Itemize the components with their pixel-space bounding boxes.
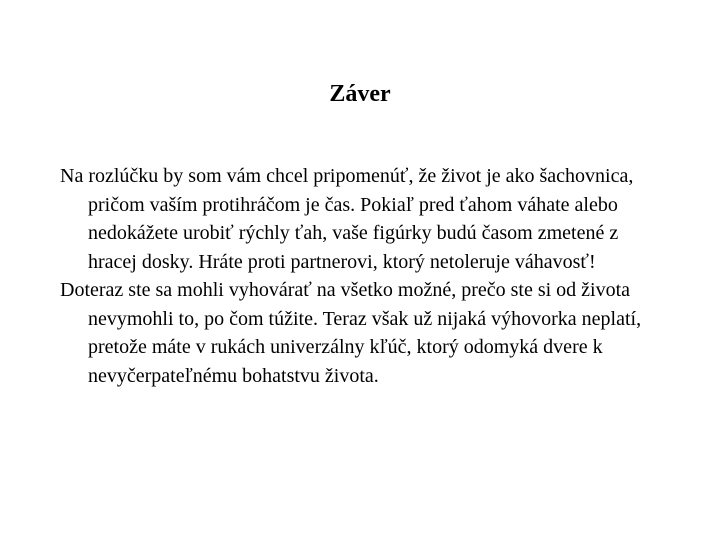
slide-body [60, 162, 660, 390]
paragraph-key: Doteraz ste sa mohli vyhovárať na všetko možné, prečo ste si od života nevymohli to, po čom túžite. Teraz však už nijaká výhovorka neplatí, pretože máte v rukách univerzálny kľúč, ktorý odomyká dvere k nevyčerpateľnému bohatstvu života. [60, 279, 642, 387]
slide-title: Záver [329, 81, 391, 107]
paragraph-farewell: Na rozlúčku by som vám chcel pripomenúť, že život je ako šachovnica, pričom vaším protihráčom je čas. Pokiaľ pred ťahom váhate alebo nedokážete urobiť rýchly ťah, vaše figúrky budú časom zmetené z hracej dosky. Hráte proti partnerovi, ktorý netoleruje váhavosť! [60, 165, 634, 273]
